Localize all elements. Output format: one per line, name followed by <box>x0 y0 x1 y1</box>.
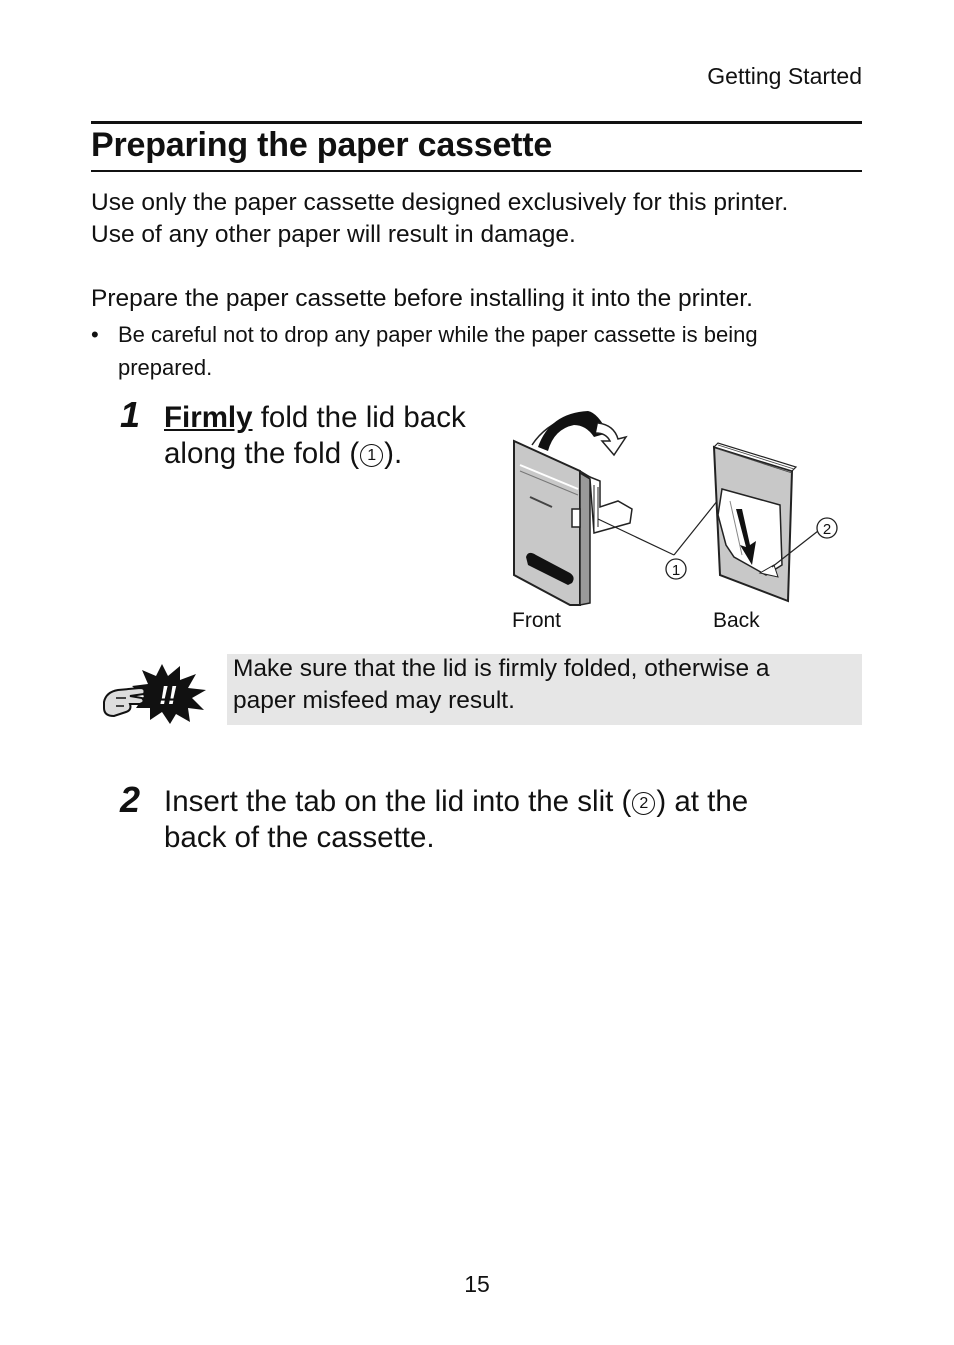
note-text <box>233 653 853 717</box>
intro-paragraph <box>91 187 871 251</box>
step-1-line-1 <box>164 400 504 436</box>
front-cassette <box>514 411 632 605</box>
caution-hand-icon <box>100 662 210 724</box>
step-1-line-2-end: ). <box>384 437 403 470</box>
bullet-text <box>118 318 868 384</box>
title-bottom-rule <box>91 170 862 172</box>
step-1-line-2 <box>164 436 504 472</box>
step-1-line-1-rest: fold the lid back <box>252 401 466 434</box>
step-2-instruction <box>164 784 854 856</box>
step-1-number: 1 <box>120 394 141 435</box>
fold-marker-circle: 1 <box>360 444 383 467</box>
callout-1-marker <box>666 559 686 579</box>
step-2-line-1-start: Insert the tab on the lid into the slit ( <box>164 785 632 818</box>
bullet-line-2: prepared. <box>118 355 213 380</box>
note-line-2: paper misfeed may result. <box>233 687 515 714</box>
page-title: Preparing the paper cassette <box>91 126 553 164</box>
callout-1-leader-back <box>674 495 722 555</box>
bullet-symbol: • <box>91 322 99 347</box>
caution-glyph: !! <box>159 680 177 710</box>
note-line-1: Make sure that the lid is firmly folded, otherwise a <box>233 655 770 682</box>
caption-back: Back <box>713 609 760 632</box>
step-2-line-1-end: ) at the <box>656 785 749 818</box>
prepare-paragraph: Prepare the paper cassette before installing it into the printer. <box>91 285 753 312</box>
callout-1-leader-front <box>598 519 674 555</box>
callout-2-marker <box>817 518 837 538</box>
step-1-line-2-start: along the fold ( <box>164 437 360 470</box>
callout-1-label: 1 <box>671 562 681 579</box>
caption-front: Front <box>512 609 562 632</box>
back-cassette <box>714 443 796 601</box>
callout-2-label: 2 <box>822 521 832 538</box>
step-2-number: 2 <box>120 779 141 820</box>
step-1-emphasis: Firmly <box>164 401 253 434</box>
slit-marker-circle: 2 <box>632 792 655 815</box>
step-1-instruction <box>164 400 504 472</box>
page-number: 15 <box>464 1271 490 1297</box>
intro-line-1: Use only the paper cassette designed exclusively for this printer. <box>91 189 789 216</box>
step-2-line-1 <box>164 784 854 820</box>
step-2-line-2: back of the cassette. <box>164 821 435 854</box>
section-header-label: Getting Started <box>707 63 862 89</box>
bullet-line-1: Be careful not to drop any paper while the paper cassette is being <box>118 322 758 347</box>
intro-line-2: Use of any other paper will result in damage. <box>91 221 576 248</box>
